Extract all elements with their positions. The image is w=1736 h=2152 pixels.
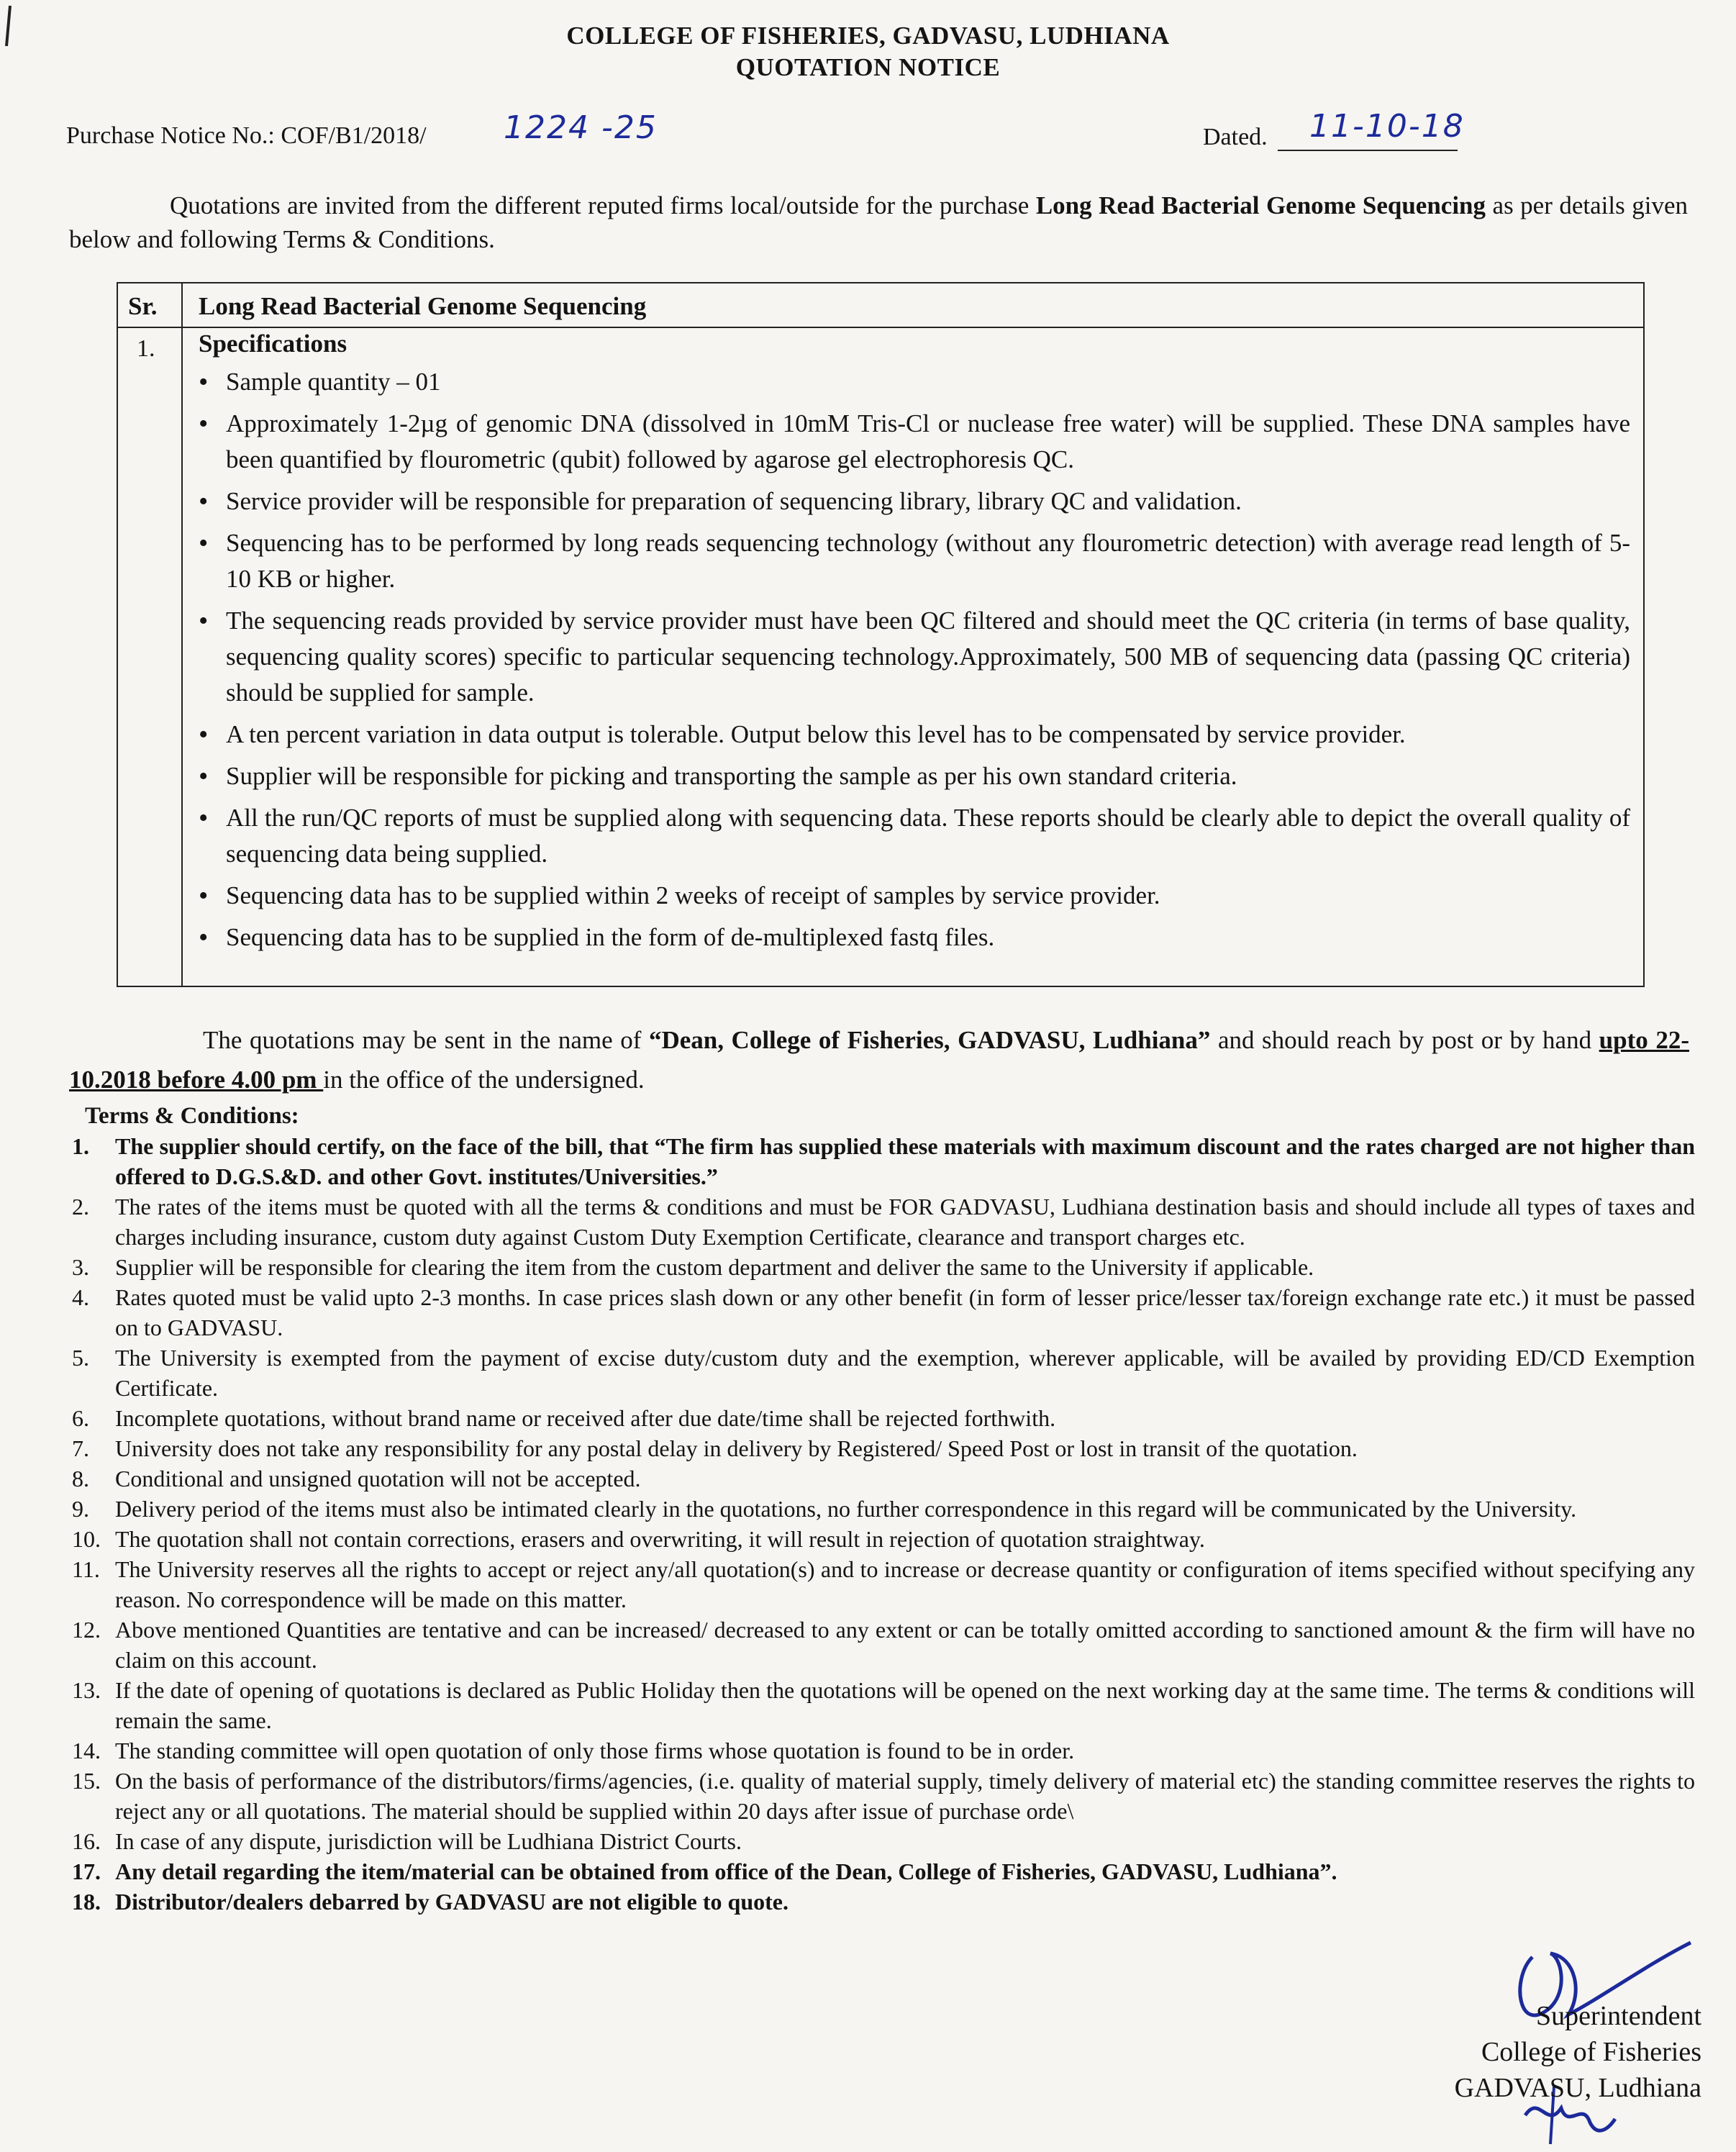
- term-text: Above mentioned Quantities are tentative and can be increased/ decreased to any extent or can be totally omitted according to sanctioned amount & the firm will have no claim on this account.: [115, 1617, 1695, 1673]
- term-item: [72, 1191, 1695, 1252]
- table-header-item: Long Read Bacterial Genome Sequencing: [199, 292, 647, 320]
- term-item: [72, 1524, 1695, 1554]
- table-header-sr: Sr.: [128, 292, 158, 320]
- table-row-number: 1.: [137, 335, 155, 362]
- terms-list: [72, 1131, 1695, 1917]
- term-number: 9.: [72, 1496, 89, 1522]
- term-item: [72, 1403, 1695, 1433]
- term-text: If the date of opening of quotations is declared as Public Holiday then the quotations will be opened on the next working day at the same time. The terms & conditions will remain the same.: [115, 1677, 1695, 1733]
- term-item: [72, 1494, 1695, 1524]
- signatory-title: Superintendent: [1535, 2001, 1701, 2031]
- term-number: 18.: [72, 1889, 101, 1915]
- term-number: 4.: [72, 1284, 89, 1310]
- signatory-location: GADVASU, Ludhiana: [1454, 2073, 1701, 2103]
- term-item: [72, 1252, 1695, 1282]
- list-item: • Supplier will be responsible for picking and transporting the sample as per his own standard criteria.: [199, 758, 1630, 794]
- list-item: • All the run/QC reports of must be supplied along with sequencing data. These reports should be clearly able to depict the overall quality of sequencing data being supplied.: [199, 800, 1630, 872]
- term-item: [72, 1675, 1695, 1735]
- term-item: [72, 1282, 1695, 1343]
- term-text: Supplier will be responsible for clearing the item from the custom department and deliver the same to the University if applicable.: [115, 1254, 1314, 1280]
- date-underline: [1278, 150, 1458, 151]
- term-number: 11.: [72, 1556, 100, 1582]
- term-number: 14.: [72, 1738, 101, 1763]
- list-item: • Sequencing data has to be supplied in the form of de-multiplexed fastq files.: [199, 920, 1630, 955]
- term-item: [72, 1343, 1695, 1403]
- term-text: Delivery period of the items must also be intimated clearly in the quotations, no further correspondence in this regard will be communicated by the University.: [115, 1496, 1577, 1522]
- table-divider: [181, 283, 183, 986]
- item-name: Long Read Bacterial Genome Sequencing: [1035, 191, 1486, 219]
- term-text: On the basis of performance of the distributors/firms/agencies, (i.e. quality of material supply, timely delivery of material etc) the standing committee reserves the rights to reject any or all quotations. The material should be supplied within 20 days after issue of purchase orde\: [115, 1768, 1695, 1824]
- table-divider: [118, 327, 1643, 328]
- term-text: Incomplete quotations, without brand name or received after due date/time shall be rejected forthwith.: [115, 1405, 1056, 1431]
- list-item: • Sample quantity – 01: [199, 364, 1630, 400]
- purchase-notice-label: Purchase Notice No.: COF/B1/2018/: [66, 122, 427, 149]
- term-text: The quotation shall not contain corrections, erasers and overwriting, it will result in rejection of quotation straightway.: [115, 1526, 1205, 1552]
- list-item: • The sequencing reads provided by service provider must have been QC filtered and should meet the QC criteria (in terms of base quality, sequencing quality scores) specific to particular sequencing technology.Approximately, 500 MB of sequencing data (passing QC criteria) should be supplied for sample.: [199, 603, 1630, 711]
- term-number: 5.: [72, 1345, 89, 1371]
- term-number: 6.: [72, 1405, 89, 1431]
- term-text: University does not take any responsibility for any postal delay in delivery by Registered/ Speed Post or lost in transit of the quotation.: [115, 1435, 1358, 1461]
- term-item: [72, 1856, 1695, 1887]
- term-number: 8.: [72, 1466, 89, 1492]
- term-text: Conditional and unsigned quotation will not be accepted.: [115, 1466, 641, 1492]
- term-item: [72, 1463, 1695, 1494]
- deadline: upto 22-10.2018 before 4.00 pm: [69, 1026, 1689, 1094]
- term-text: Rates quoted must be valid upto 2-3 months. In case prices slash down or any other benefit (in form of lesser price/lesser tax/foreign exchange rate etc.) it must be passed on to GADVASU.: [115, 1284, 1695, 1340]
- term-item: [72, 1131, 1695, 1191]
- notice-title: QUOTATION NOTICE: [735, 53, 1001, 81]
- dated-label: Dated.: [1203, 124, 1268, 150]
- specification-table: [117, 282, 1645, 987]
- term-item: [72, 1615, 1695, 1675]
- term-item: [72, 1826, 1695, 1856]
- term-item: [72, 1766, 1695, 1826]
- notice-number-handwritten: 1224 -25: [504, 109, 658, 146]
- submission-paragraph: The quotations may be sent in the name of “Dean, College of Fisheries, GADVASU, Ludhiana” and should reach by post or by hand upto 22-10.2018 before 4.00 pm in the office of the undersigned.: [69, 1026, 1689, 1094]
- term-number: 3.: [72, 1254, 89, 1280]
- term-text: Any detail regarding the item/material can be obtained from office of the Dean, College of Fisheries, GADVASU, Ludhiana”.: [115, 1858, 1337, 1884]
- term-item: [72, 1887, 1695, 1917]
- term-number: 10.: [72, 1526, 101, 1552]
- term-text: The supplier should certify, on the face of the bill, that “The firm has supplied these materials with maximum discount and the rates charged are not higher than offered to D.G.S.&D. and other Govt. institutes/Universities.”: [115, 1133, 1695, 1189]
- term-text: The University reserves all the rights to accept or reject any/all quotation(s) and to increase or decrease quantity or configuration of items specified without specifying any reason. No correspondence will be made on this matter.: [115, 1556, 1695, 1612]
- intro-paragraph: Quotations are invited from the different reputed firms local/outside for the purchase Long Read Bacterial Genome Sequencing as per details given below and following Terms & Conditions.: [69, 191, 1688, 253]
- specifications-heading: Specifications: [199, 330, 347, 358]
- term-number: 13.: [72, 1677, 101, 1703]
- term-text: The rates of the items must be quoted with all the terms & conditions and must be FOR GADVASU, Ludhiana destination basis and should include all types of taxes and charges including insurance, custom duty against Custom Duty Exemption Certificate, clearance and transport charges etc.: [115, 1194, 1695, 1250]
- term-text: The University is exempted from the payment of excise duty/custom duty and the exemption, wherever applicable, will be availed by providing ED/CD Exemption Certificate.: [115, 1345, 1695, 1401]
- college-heading: COLLEGE OF FISHERIES, GADVASU, LUDHIANA: [566, 22, 1170, 50]
- term-item: [72, 1554, 1695, 1615]
- term-text: The standing committee will open quotation of only those firms whose quotation is found to be in order.: [115, 1738, 1075, 1763]
- term-number: 16.: [72, 1828, 101, 1854]
- handwritten-signature: [1482, 1914, 1698, 2151]
- list-item: • Approximately 1-2µg of genomic DNA (dissolved in 10mM Tris-Cl or nuclease free water) will be supplied. These DNA samples have been quantified by flourometric (qubit) followed by agarose gel electrophoresis QC.: [199, 406, 1630, 478]
- term-item: [72, 1433, 1695, 1463]
- signatory-office: College of Fisheries: [1481, 2037, 1701, 2067]
- term-number: 17.: [72, 1858, 101, 1884]
- list-item: • Sequencing has to be performed by long reads sequencing technology (without any flourometric detection) with average read length of 5-10 KB or higher.: [199, 525, 1630, 597]
- term-number: 7.: [72, 1435, 89, 1461]
- list-item: • A ten percent variation in data output is tolerable. Output below this level has to be compensated by service provider.: [199, 717, 1630, 753]
- date-handwritten: 11-10-18: [1309, 108, 1465, 145]
- list-item: • Service provider will be responsible for preparation of sequencing library, library QC and validation.: [199, 483, 1630, 519]
- term-text: In case of any dispute, jurisdiction will be Ludhiana District Courts.: [115, 1828, 742, 1854]
- list-item: • Sequencing data has to be supplied within 2 weeks of receipt of samples by service provider.: [199, 878, 1630, 914]
- term-number: 12.: [72, 1617, 101, 1643]
- addressee: “Dean, College of Fisheries, GADVASU, Ludhiana”: [648, 1026, 1211, 1054]
- term-number: 1.: [72, 1133, 89, 1159]
- term-number: 2.: [72, 1194, 89, 1220]
- terms-heading: Terms & Conditions:: [85, 1103, 299, 1129]
- term-number: 15.: [72, 1768, 101, 1794]
- specification-list: [199, 364, 1630, 961]
- term-text: Distributor/dealers debarred by GADVASU are not eligible to quote.: [115, 1889, 789, 1915]
- term-item: [72, 1735, 1695, 1766]
